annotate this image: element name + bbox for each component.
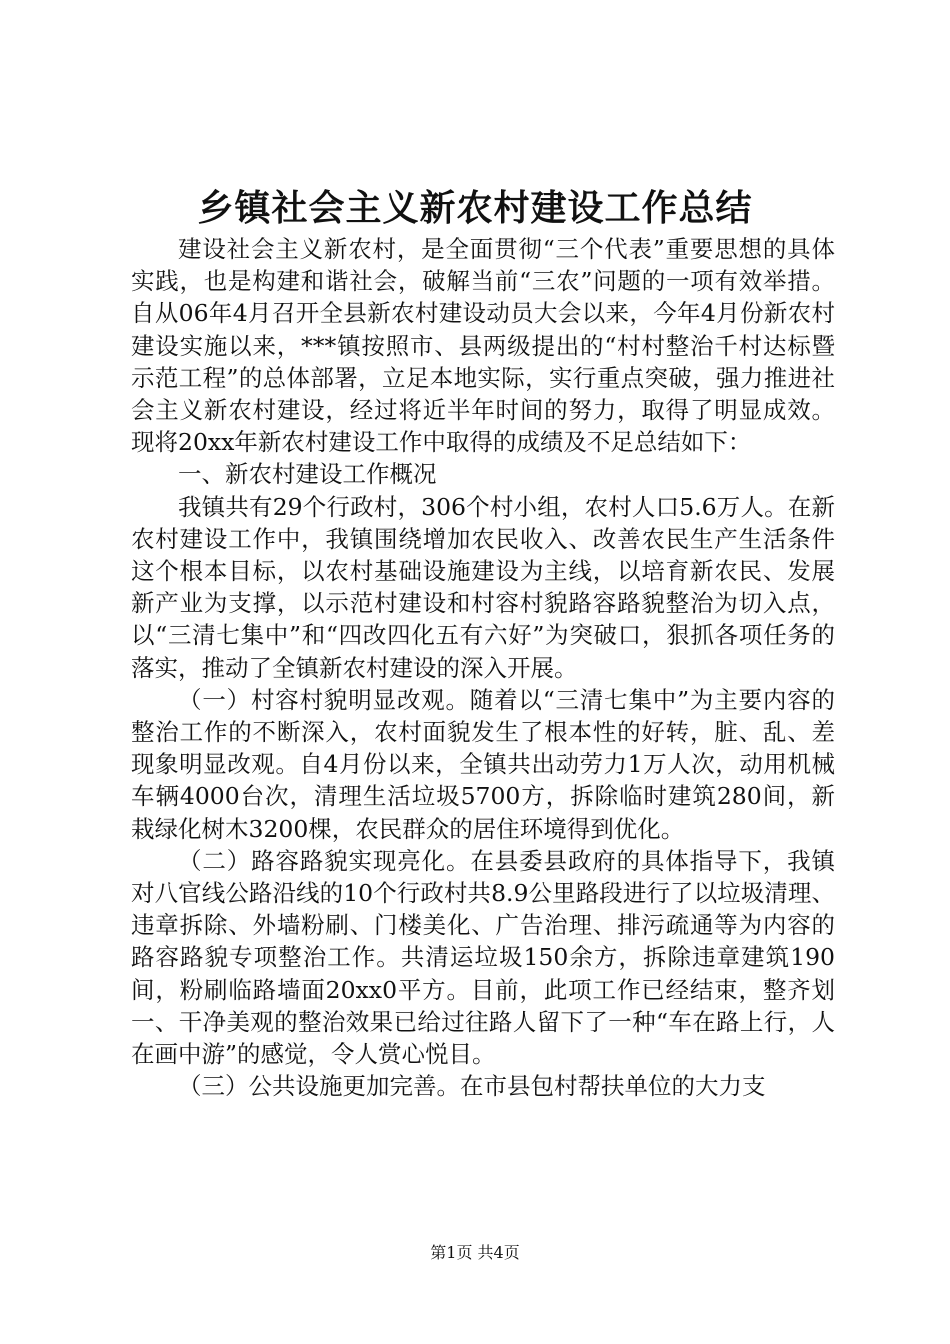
paragraph-village-appearance: （一）村容村貌明显改观。随着以“三清七集中”为主要内容的整治工作的不断深入，农村面貌发生了根本性的好转，脏、乱、差现象明显改观。自4月份以来，全镇共出动劳力1万人次，动用机械车辆4000台次，清理生活垃圾5700方，拆除临时建筑280间，新栽绿化树木3200棵，农民群众的居住环境得到优化。 (131, 685, 835, 843)
paragraph-public-facilities: （三）公共设施更加完善。在市县包村帮扶单位的大力支 (178, 1072, 766, 1101)
paragraph-intro: 建设社会主义新农村，是全面贯彻“三个代表”重要思想的具体实践，也是构建和谐社会，破解当前“三农”问题的一项有效举措。自从06年4月召开全县新农村建设动员大会以来，今年4月份新农村建设实施以来，***镇按照市、县两级提出的“村村整治千村达标暨示范工程”的总体部署，立足本地实际，实行重点突破，强力推进社会主义新农村建设，经过将近半年时间的努力，取得了明显成效。现将20xx年新农村建设工作中取得的成绩及不足总结如下： (131, 235, 835, 457)
page-footer: 第1页 共4页 (430, 1243, 520, 1262)
section-heading: 一、新农村建设工作概况 (178, 460, 437, 489)
paragraph-overview: 我镇共有29个行政村，306个村小组，农村人口5.6万人。在新农村建设工作中，我镇围绕增加农民收入、改善农民生产生活条件这个根本目标，以农村基础设施建设为主线，以培育新农民、发展新产业为支撑，以示范村建设和村容村貌路容路貌整治为切入点，以“三清七集中”和“四改四化五有六好”为突破口，狠抓各项任务的落实，推动了全镇新农村建设的深入开展。 (131, 492, 835, 682)
paragraph-road-appearance: （二）路容路貌实现亮化。在县委县政府的具体指导下，我镇对八官线公路沿线的10个行政村共8.9公里路段进行了以垃圾清理、违章拆除、外墙粉刷、门楼美化、广告治理、排污疏通等为内容的路容路貌专项整治工作。共清运垃圾150余方，拆除违章建筑190间，粉刷临路墙面20xx0平方。目前，此项工作已经结束，整齐划一、干净美观的整治效果已给过往路人留下了一种“车在路上行，人在画中游”的感觉，令人赏心悦目。 (131, 846, 835, 1069)
document-title: 乡镇社会主义新农村建设工作总结 (197, 187, 753, 229)
document-body (131, 233, 835, 1102)
